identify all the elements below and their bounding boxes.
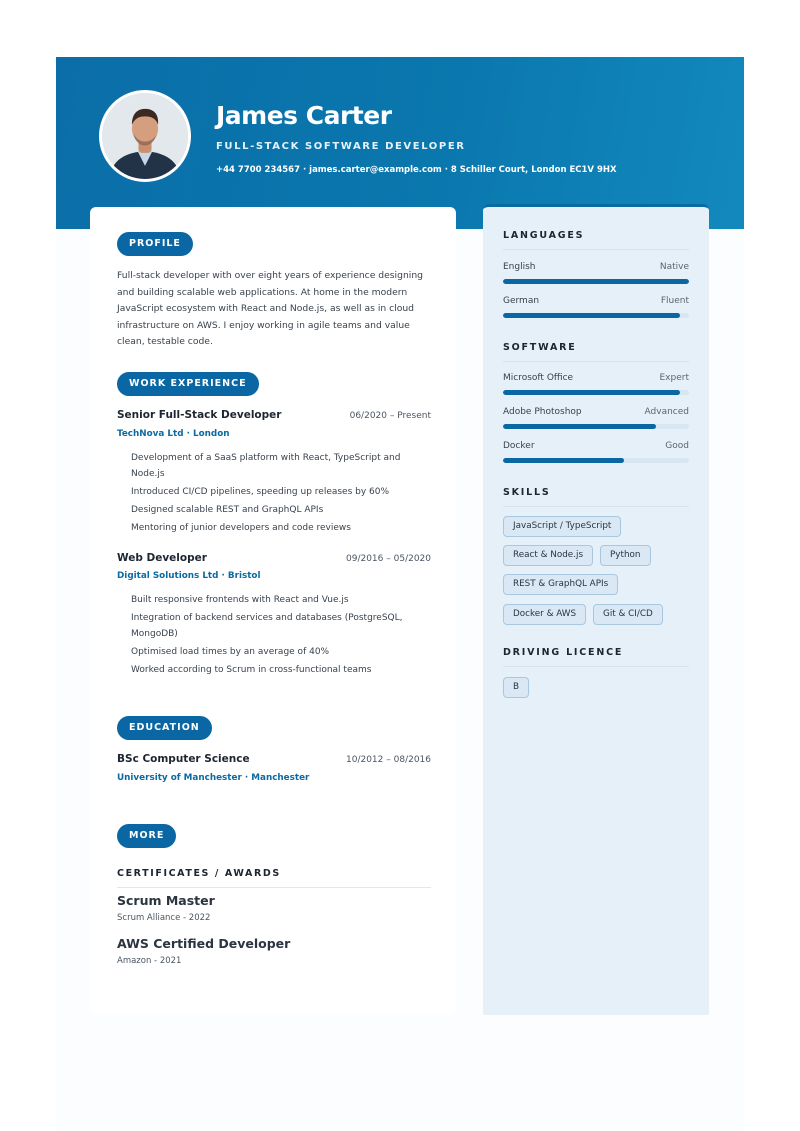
language-bar: [503, 279, 689, 284]
resume-page: [56, 57, 744, 1131]
job-bullet: Optimised load times by an average of 40%: [131, 647, 330, 657]
job-bullet: Introduced CI/CD pipelines, speeding up releases by 60%: [131, 487, 390, 497]
divider: [503, 361, 689, 362]
divider: [503, 506, 689, 507]
job-date: 09/2016 – 05/2020: [346, 554, 431, 564]
education-school: University of Manchester · Manchester: [117, 773, 310, 783]
job-bullets: [131, 450, 421, 538]
language-row: [503, 262, 689, 272]
divider: [503, 249, 689, 250]
contact-line: +44 7700 234567 · james.carter@example.com · 8 Schiller Court, London EC1V 9HX: [216, 165, 617, 175]
section-pill-work: WORK EXPERIENCE: [117, 372, 259, 396]
software-level: Advanced: [644, 407, 689, 417]
licence-heading: DRIVING LICENCE: [503, 647, 624, 658]
profile-line: infrastructure on AWS. I enjoy working in agile teams and value: [117, 319, 410, 331]
language-bar: [503, 313, 689, 318]
skill-tag: Docker & AWS: [503, 604, 586, 625]
candidate-title: FULL-STACK SOFTWARE DEVELOPER: [216, 141, 466, 152]
education-degree: BSc Computer Science: [117, 753, 250, 765]
job-bullet: Worked according to Scrum in cross-functional teams: [131, 665, 372, 675]
profile-line: clean, testable code.: [117, 336, 213, 347]
job-bullet: Designed scalable REST and GraphQL APIs: [131, 505, 324, 515]
section-pill-education: EDUCATION: [117, 716, 212, 740]
job-bullet: Mentoring of junior developers and code reviews: [131, 523, 351, 533]
job-company: TechNova Ltd · London: [117, 429, 230, 439]
job-header: [117, 552, 431, 564]
job-role: Senior Full-Stack Developer: [117, 409, 282, 421]
software-row: [503, 373, 689, 383]
licence-tag: B: [503, 677, 529, 698]
software-bar: [503, 390, 689, 395]
software-name: Docker: [503, 441, 535, 451]
job-company: Digital Solutions Ltd · Bristol: [117, 571, 261, 581]
software-bar-fill: [503, 424, 656, 429]
language-bar-fill: [503, 313, 680, 318]
software-bar-fill: [503, 458, 624, 463]
software-name: Adobe Photoshop: [503, 407, 582, 417]
job-date: 06/2020 – Present: [349, 411, 431, 421]
section-pill-profile: PROFILE: [117, 232, 193, 256]
language-bar-fill: [503, 279, 689, 284]
job-bullet: Built responsive frontends with React and Vue.js: [131, 595, 349, 605]
language-level: Native: [659, 262, 689, 272]
software-bar-fill: [503, 390, 680, 395]
profile-line: JavaScript ecosystem with React and Node.js, as well as in cloud: [117, 303, 415, 314]
education-header: [117, 753, 431, 765]
job-bullets: [131, 592, 421, 680]
profile-text: [117, 268, 437, 351]
software-row: [503, 441, 689, 451]
skill-tag: JavaScript / TypeScript: [503, 516, 621, 537]
divider: [503, 666, 689, 667]
divider: [117, 887, 431, 888]
certificate-issuer: Scrum Alliance - 2022: [117, 913, 211, 923]
software-row: [503, 407, 689, 417]
profile-photo: [99, 90, 191, 182]
job-role: Web Developer: [117, 552, 207, 564]
job-bullet: Integration of backend services and databases (PostgreSQL, MongoDB): [131, 613, 403, 639]
profile-line: Full-stack developer with over eight years of experience designing: [117, 270, 423, 281]
skill-tag: React & Node.js: [503, 545, 593, 566]
certificate-name: Scrum Master: [117, 893, 215, 908]
main-column: [90, 207, 456, 1015]
software-name: Microsoft Office: [503, 373, 574, 383]
job-header: [117, 409, 431, 421]
software-bar: [503, 458, 689, 463]
skill-tag: REST & GraphQL APIs: [503, 574, 618, 595]
skill-tag: Git & CI/CD: [593, 604, 663, 625]
section-pill-more: MORE: [117, 824, 176, 848]
software-heading: SOFTWARE: [503, 342, 577, 353]
language-name: German: [503, 296, 540, 306]
certificates-heading: CERTIFICATES / AWARDS: [117, 868, 281, 879]
education-date: 10/2012 – 08/2016: [346, 755, 431, 765]
job-bullet: Development of a SaaS platform with React, TypeScript and Node.js: [131, 453, 401, 479]
sidebar: [483, 204, 709, 1015]
person-avatar-icon: [102, 93, 188, 179]
skills-heading: SKILLS: [503, 487, 551, 498]
software-level: Expert: [659, 373, 689, 383]
profile-line: and building scalable web applications. At home in the modern: [117, 286, 408, 298]
software-bar: [503, 424, 689, 429]
candidate-name: James Carter: [216, 101, 392, 130]
language-level: Fluent: [660, 296, 689, 306]
software-level: Good: [665, 441, 689, 451]
language-name: English: [503, 262, 536, 272]
certificate-issuer: Amazon - 2021: [117, 956, 182, 966]
language-row: [503, 296, 689, 306]
skill-tag: Python: [600, 545, 651, 566]
languages-heading: LANGUAGES: [503, 230, 585, 241]
certificate-name: AWS Certified Developer: [117, 936, 291, 951]
